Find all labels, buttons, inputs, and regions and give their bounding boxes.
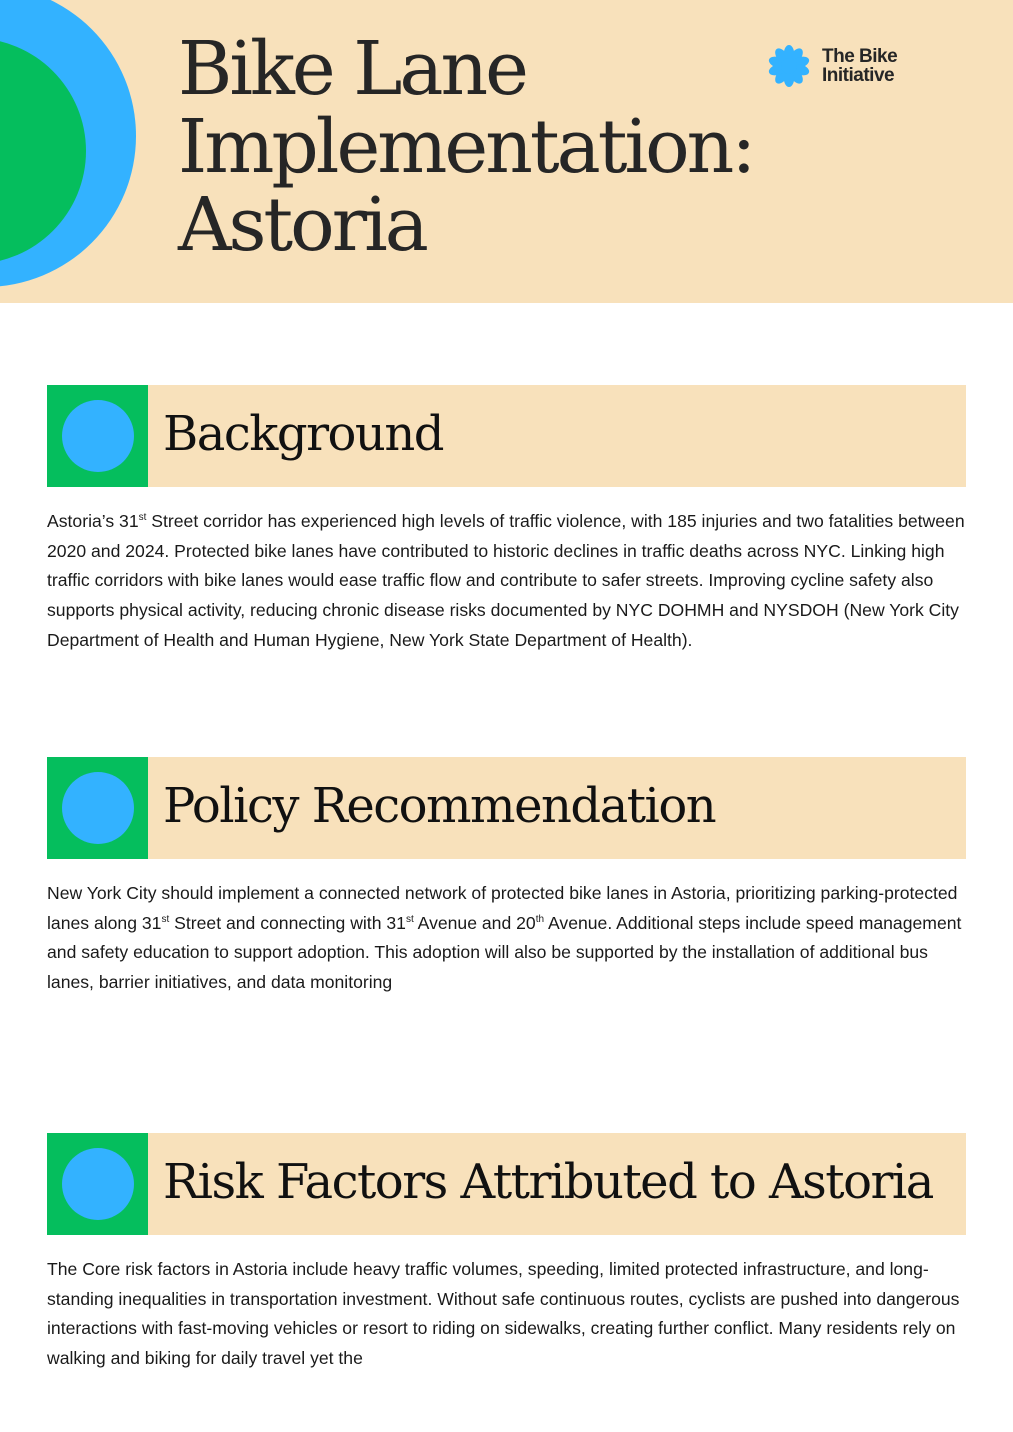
bike-initiative-logo [766, 42, 897, 90]
title-line-1: Bike Lane [178, 26, 526, 112]
page-title [178, 26, 818, 268]
section-header-risk-factors [47, 1133, 966, 1235]
section-badge [47, 757, 148, 859]
logo-wordmark [822, 47, 897, 85]
section-badge [47, 385, 148, 487]
title-line-3: Astoria [178, 182, 426, 268]
section-header-policy-recommendation [47, 757, 966, 859]
section-heading: Risk Factors Attributed to Astoria [163, 1154, 933, 1210]
policy-paragraph: New York City should implement a connected network of protected bike lanes in Astoria, prioritizing parking-protected lanes along 31st Street and connecting with 31st Avenue and 20th Avenue. Additional steps include speed management and safety education to support adoption. This adoption will also be supported by the installation of additional bus lanes, barrier initiatives, and data monitoring [47, 883, 962, 993]
title-line-2: Implementation: [178, 104, 754, 190]
blue-dot-icon [62, 772, 134, 844]
logo-line-1: The Bike [822, 46, 898, 67]
logo-line-2: Initiative [822, 65, 895, 86]
risk-factors-paragraph: The Core risk factors in Astoria include heavy traffic volumes, speeding, limited protected infrastructure, and long-standing inequalities in transportation investment. Without safe continuous routes, cyclists are pushed into dangerous interactions with fast-moving vehicles or resort to riding on sidewalks, creating further conflict. Many residents rely on walking and biking for daily travel yet the [47, 1259, 960, 1369]
section-badge [47, 1133, 148, 1235]
blue-dot-icon [62, 400, 134, 472]
blue-dot-icon [62, 1148, 134, 1220]
header-banner [0, 0, 1013, 303]
section-heading: Policy Recommendation [163, 778, 716, 834]
background-paragraph: Astoria’s 31st Street corridor has experienced high levels of traffic violence, with 185 injuries and two fatalities between 2020 and 2024. Protected bike lanes have contributed to historic declines in traffic deaths across NYC. Linking high traffic corridors with bike lanes would ease traffic flow and contribute to safer streets. Improving cycline safety also supports physical activity, reducing chronic disease risks documented by NYC DOHMH and NYSDOH (New York City Department of Health and Human Hygiene, New York State Department of Health). [47, 511, 965, 650]
section-header-background [47, 385, 966, 487]
asterisk-flower-icon [766, 43, 812, 89]
section-heading: Background [163, 406, 443, 462]
